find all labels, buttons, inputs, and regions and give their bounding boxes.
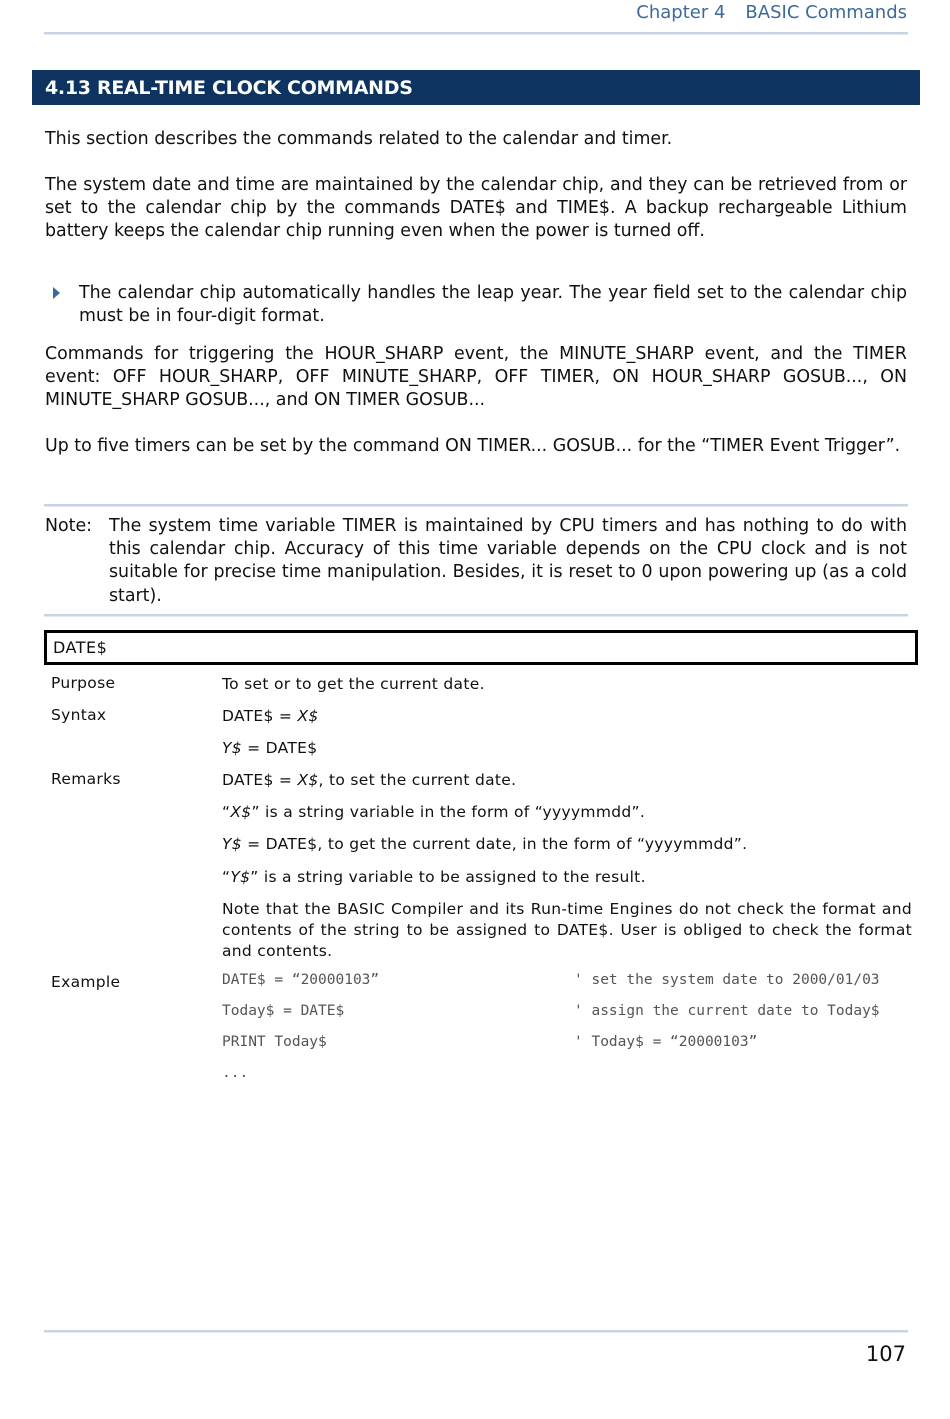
bullet-paragraph: The calendar chip automatically handles the leap year. The year field set to the calendar chip must be in four-digit format. [79,283,907,327]
chapter-title: BASIC Commands [745,2,907,23]
triggers-paragraph: Commands for triggering the HOUR_SHARP event, the MINUTE_SHARP event, and the TIMER event: OFF HOUR_SHARP, OFF MINUTE_SHARP, OFF TIMER, ON HOUR_SHARP GOSUB..., ON MINUTE_SHARP GOSUB..., and ON TIMER GOSUB... [45,344,907,411]
code-comment-2: ' assign the current date to Today$ [574,1003,880,1019]
code-line-3: PRINT Today$ [222,1034,327,1050]
system-paragraph: The system date and time are maintained by the calendar chip, and they can be retrieved from or set to the calendar chip by the commands DATE$ and TIME$. A backup rechargeable Lithium battery keeps the calendar chip running even when the power is turned off. [45,175,907,242]
command-name: DATE$ [53,638,108,657]
remarks-label: Remarks [51,770,121,788]
header-rule [44,32,908,35]
footer-rule [44,1330,908,1333]
syntax-line-1: DATE$ = X$ [222,707,319,725]
chapter-label: Chapter 4 [636,2,726,23]
code-line-1: DATE$ = “20000103” [222,972,380,988]
bullet-arrow-icon [53,287,60,299]
remark-5: Note that the BASIC Compiler and its Run-time Engines do not check the format and contents of the string to be assigned to DATE$. User is obliged to check the format and contents. [222,900,912,960]
code-line-2: Today$ = DATE$ [222,1003,345,1019]
note-text: The system time variable TIMER is maintained by CPU timers and has nothing to do with this calendar chip. Accuracy of this time variable depends on the CPU clock and is not suitable for precise time manipulation. Besides, it is reset to 0 upon powering up (as a cold start). [109,516,907,606]
remark-1: DATE$ = X$, to set the current date. [222,771,517,789]
intro-paragraph: This section describes the commands related to the calendar and timer. [45,129,673,149]
code-comment-3: ' Today$ = “20000103” [574,1034,758,1050]
running-header [636,2,907,23]
timers-paragraph: Up to five timers can be set by the command ON TIMER... GOSUB... for the “TIMER Event Trigger”. [45,436,901,456]
page-number: 107 [865,1342,906,1366]
purpose-label: Purpose [51,674,116,692]
example-label: Example [51,973,121,991]
note-rule-bottom [44,614,908,617]
command-title-box [44,630,918,665]
section-heading: 4.13 REAL-TIME CLOCK COMMANDS [32,70,920,105]
note-label: Note: [45,516,93,536]
remark-2: “X$” is a string variable in the form of “yyyymmdd”. [222,803,646,821]
code-comment-1: ' set the system date to 2000/01/03 [574,972,880,988]
syntax-label: Syntax [51,706,107,724]
remark-3: Y$ = DATE$, to get the current date, in the form of “yyyymmdd”. [222,835,748,853]
purpose-text: To set or to get the current date. [222,675,485,693]
note-rule-top [44,504,908,507]
code-ellipsis: ... [222,1065,249,1081]
syntax-line-2: Y$ = DATE$ [222,739,318,757]
remark-4: “Y$” is a string variable to be assigned to the result. [222,868,646,886]
